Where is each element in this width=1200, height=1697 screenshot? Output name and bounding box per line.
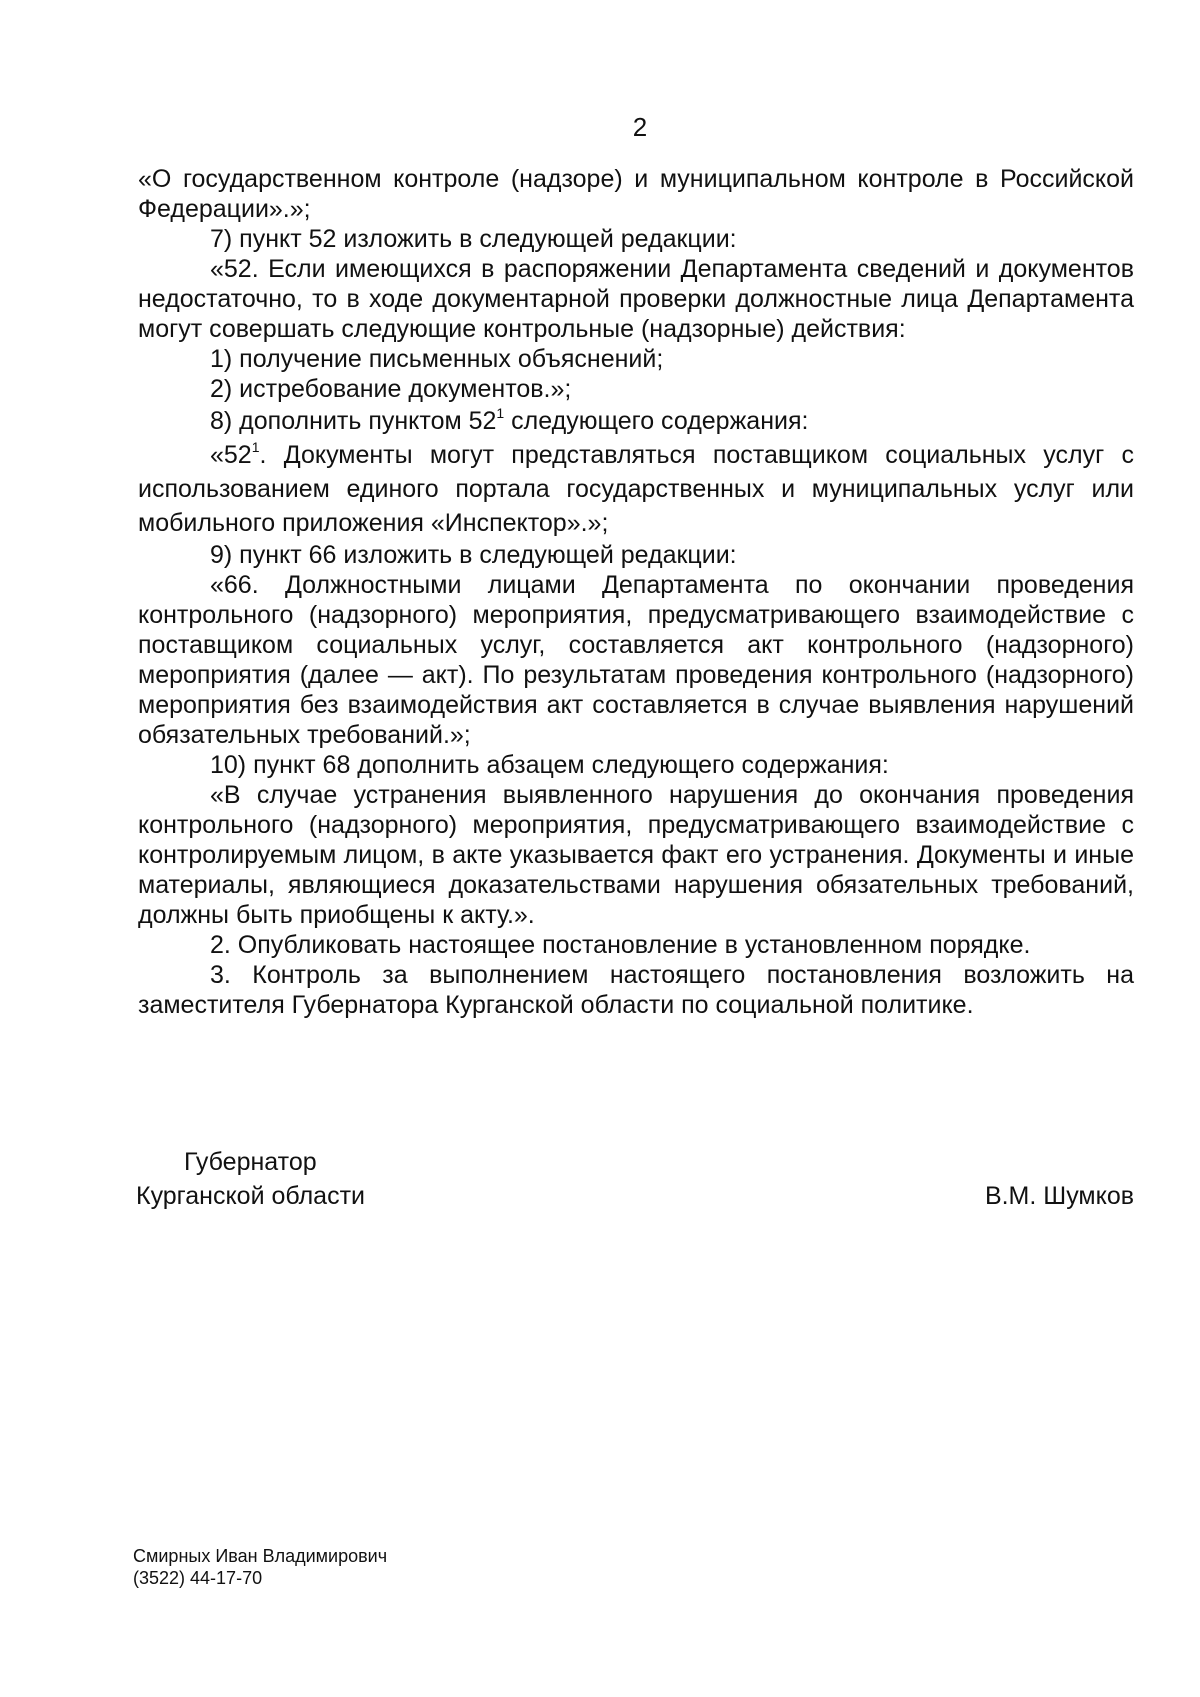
paragraph-item-10: 10) пункт 68 дополнить абзацем следующего содержания: xyxy=(210,751,889,779)
point-52-1-superscript: 1 xyxy=(251,439,260,455)
signature-title-line1: Губернатор xyxy=(184,1148,317,1176)
item-8-text-start: 8) дополнить пунктом 52 xyxy=(210,407,497,435)
paragraph-point-52: «52. Если имеющихся в распоряжении Департамента сведений и документов недостаточно, то в ходе документарной проверки должностные лица Департамента могут совершать следующие контрольные (надзорные) действия: xyxy=(138,255,1134,343)
executor-phone: (3522) 44-17-70 xyxy=(133,1568,263,1588)
signature-block xyxy=(136,1145,1134,1213)
item-8-text-end: следующего содержания: xyxy=(504,407,809,435)
signatory-name: В.М. Шумков xyxy=(984,1182,1134,1210)
page-number: 2 xyxy=(632,112,648,142)
point-52-1-text-end: . Документы могут представляться поставщиком социальных услуг с использованием единого портала государственных и муниципальных услуг или мобильного приложения «Инспектор».»; xyxy=(138,441,1134,537)
paragraph-point-68-addition: «В случае устранения выявленного нарушения до окончания проведения контрольного (надзорного) мероприятия, предусматривающего взаимодействие с контролируемым лицом, в акте указывается факт его устранения. Документы и иные материалы, являющиеся доказательствами нарушения обязательных требований, должны быть приобщены к акту.». xyxy=(138,781,1134,929)
paragraph-item-8 xyxy=(138,404,1134,438)
paragraph-subitem-2: 2) истребование документов.»; xyxy=(210,375,572,403)
paragraph-point-66: «66. Должностными лицами Департамента по окончании проведения контрольного (надзорного) мероприятия, предусматривающего взаимодействие с поставщиком социальных услуг, составляется акт контрольного (надзорного) мероприятия (далее — акт). По результатам проведения контрольного (надзорного) мероприятия без взаимодействия акт составляется в случае выявления нарушений обязательных требований.»; xyxy=(138,571,1134,749)
signature-row xyxy=(136,1179,1134,1213)
paragraph-item-7: 7) пункт 52 изложить в следующей редакции: xyxy=(210,225,737,253)
paragraph-item-9: 9) пункт 66 изложить в следующей редакции: xyxy=(210,541,737,569)
signature-title-line2: Курганской области xyxy=(136,1182,366,1210)
paragraph-law-title-end: «О государственном контроле (надзоре) и муниципальном контроле в Российской Федерации».»; xyxy=(138,165,1134,223)
paragraph-point-52-1 xyxy=(138,438,1134,540)
document-body xyxy=(138,164,1134,1020)
executor-footer xyxy=(133,1545,387,1589)
paragraph-publish: 2. Опубликовать настоящее постановление в установленном порядке. xyxy=(210,931,1031,959)
paragraph-subitem-1: 1) получение письменных объяснений; xyxy=(210,345,664,373)
executor-name: Смирных Иван Владимирович xyxy=(133,1546,388,1566)
item-8-superscript: 1 xyxy=(496,405,505,421)
point-52-1-text-start: «52 xyxy=(210,441,252,469)
paragraph-control: 3. Контроль за выполнением настоящего постановления возложить на заместителя Губернатора Курганской области по социальной политике. xyxy=(138,961,1134,1019)
